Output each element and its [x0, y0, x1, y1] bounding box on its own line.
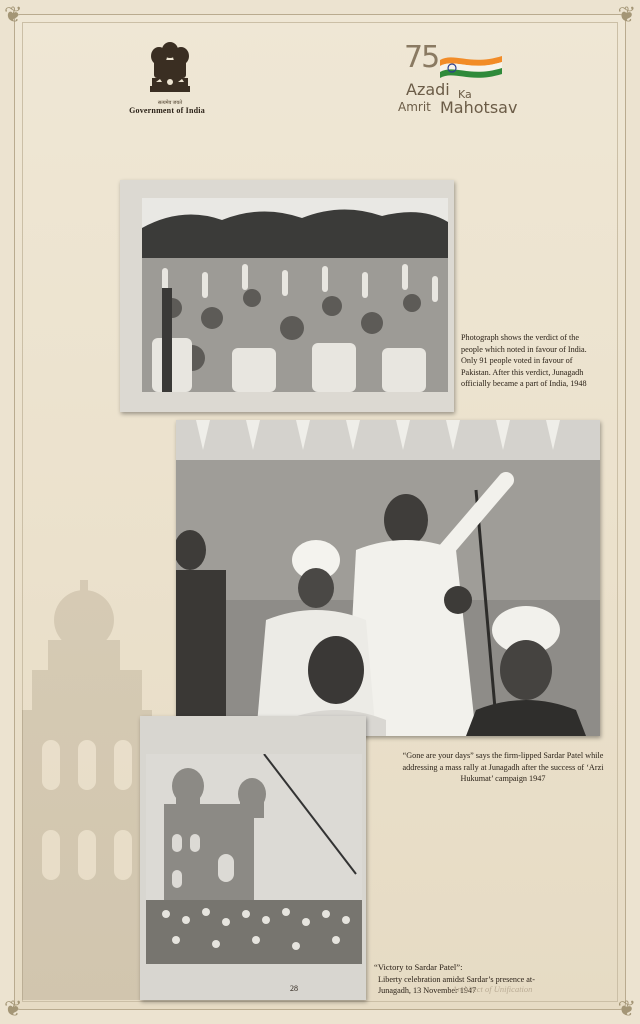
photo-patel-rally [176, 420, 600, 736]
corner-ornament-icon: ❦ [4, 996, 23, 1021]
crowd-photo-image [142, 198, 448, 392]
logo-word-amrit: Amrit [398, 100, 431, 114]
photo-crowd-vote [120, 180, 454, 412]
caption-line-1: Liberty celebration amidst Sardar’s presence at- [378, 974, 535, 984]
corner-ornament-icon: ❦ [617, 996, 636, 1021]
government-label: Government of India [129, 106, 205, 115]
logo-number: 75 [404, 40, 439, 75]
caption-patel-rally: “Gone are your days” says the firm-lipped Sardar Patel while addressing a mass rally at Junagadh after the success of ‘Arzi Hukumat’ campaign 1947 [402, 751, 604, 783]
national-emblem [129, 40, 206, 115]
caption-line-2: Junagadh, 13 November 1947 [378, 986, 477, 995]
corner-ornament-icon: ❦ [617, 2, 636, 27]
flag-wave-icon [440, 52, 502, 82]
photo-liberty-celebration [140, 716, 366, 1000]
caption-crowd-vote: Photograph shows the verdict of the people which noted in favour of India. Only 91 people voted in favour of Pakistan. After this verdict, Junagadh officially became a part of India, 1948 [461, 333, 587, 388]
azadi-logo [398, 40, 548, 130]
rally-photo-image [176, 420, 600, 736]
logo-word-ka: Ka [458, 88, 472, 101]
page-number: 28 [290, 984, 298, 993]
emblem-motto: सत्यमेव जयते [157, 101, 183, 106]
corner-ornament-icon: ❦ [4, 2, 23, 27]
monument-watermark-icon [22, 580, 152, 1000]
caption-title: “Victory to Sardar Patel”: [374, 962, 463, 972]
lion-capital-icon [148, 40, 192, 102]
logo-word-mahotsav: Mahotsav [440, 98, 518, 117]
running-title: Architect of Unification [452, 984, 533, 994]
logo-word-azadi: Azadi [406, 80, 450, 99]
celebration-photo-image [146, 754, 362, 964]
